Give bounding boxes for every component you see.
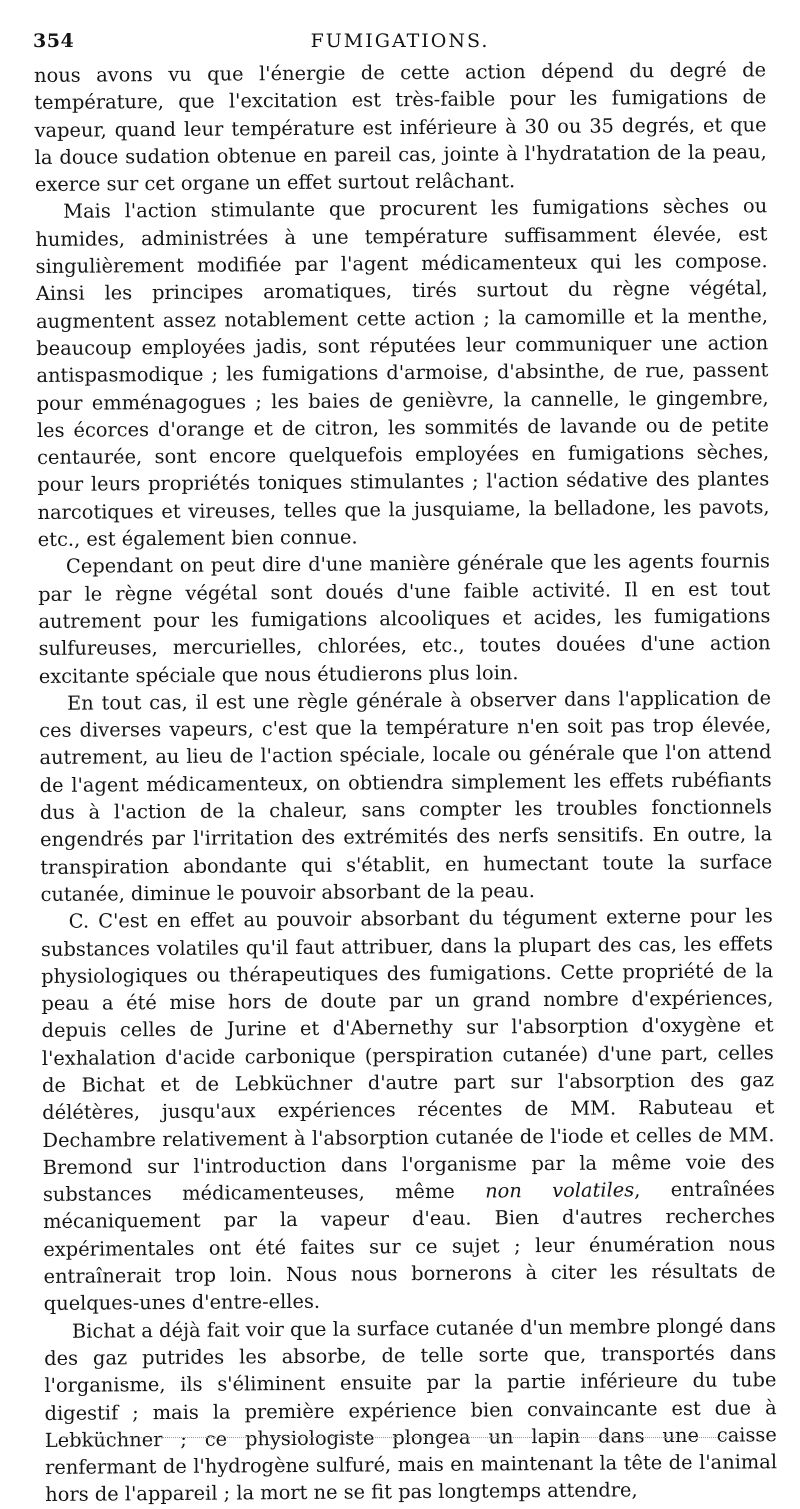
- paragraph-stimulating-action: Mais l'action stimulante que procurent les fumigations sèches ou humides, administrées à une température suffisamment élevée, est singulièrement modifiée par l'agent médicamenteux qui les compose. Ainsi les principes aromatiques, tirés surtout du règne végétal, augmentent assez notablement cette action ; la camomille et la menthe, beaucoup employées jadis, sont réputées leur communiquer une action antispasmodique ; les fumigations d'armoise, d'absinthe, de rue, passent pour emménagogues ; les baies de genièvre, la cannelle, le gingembre, les écorces d'orange et de citron, les sommités de lavande ou de petite centaurée, sont encore quelquefois employées en fumigations sèches, pour leurs propriétés toniques stimulantes ; l'action sédative des plantes narcotiques et vireuses, telles que la jusquiame, la belladone, les pavots, etc., est également bien connue.: [35, 194, 770, 552]
- page-number: 354: [33, 30, 75, 52]
- paragraph-absorbing-power-part-1: C. C'est en effet au pouvoir absorbant du tégument externe pour les substances volatiles qu'il faut attribuer, dans la plupart des cas, les effets physiologiques ou thérapeutiques des fumigations. Cette propriété de la peau a été mise hors de doute par un grand nombre d'expériences, depuis celles de Jurine et d'Abernethy sur l'absorption d'oxygène et l'exhalation d'acide carbonique (perspiration cutanée) d'une part, celles de Bichat et de Lebküchner d'autre part sur l'absorption des gaz délétères, jusqu'aux expériences récentes de MM. Rabuteau et Dechambre relativement à l'absorption cutanée de l'iode et celles de MM. Bremond sur l'introduction dans l'organisme par la même voie des substances médicamenteuses, même: [40, 904, 775, 1207]
- running-title: FUMIGATIONS.: [310, 30, 490, 52]
- paragraph-bichat-experiment: Bichat a déjà fait voir que la surface cutanée d'un membre plongé dans des gaz putrides les absorbe, de telle sorte que, transportés dans l'organisme, ils s'éliminent ensuite par la partie inférieure du tube digestif ; mais la première expérience bien convaincante est due à Lebküchner ; ce physiologiste plongea un lapin dans une caisse renfermant de l'hydrogène sulfuré, mais en maintenant la tête de l'animal hors de l'appareil ; la mort ne se fit pas longtemps attendre,: [44, 1313, 778, 1507]
- paragraph-absorbing-power-part-2: , entraînées mécaniquement par la vapeur d'eau. Bien d'autres recherches expérimentales ont été faites sur ce sujet ; leur énumération nous entraînerait trop loin. Nous nous bornerons à citer les résultats de quelques-unes d'entre-elles.: [43, 1177, 776, 1316]
- italic-term-non-volatiles: non volatiles: [485, 1178, 635, 1203]
- paragraph-vegetable-agents: Cependant on peut dire d'une manière générale que les agents fournis par le règne végétal sont doués d'une faible activité. Il en est tout autrement pour les fumigations alcooliques et acides, les fumigations sulfureuses, mercurielles, chlorées, etc., toutes douées d'une action excitante spéciale que nous étudierons plus loin.: [38, 549, 771, 688]
- paragraph-continuation: nous avons vu que l'énergie de cette action dépend du degré de température, que l'excitation est très-faible pour les fumigations de vapeur, quand leur température est inférieure à 30 ou 35 degrés, et que la douce sudation obtenue en pareil cas, jointe à l'hydratation de la peau, exerce sur cet organe un effet surtout relâchant.: [34, 58, 767, 197]
- paragraph-temperature-rule: En tout cas, il est une règle générale à observer dans l'application de ces diverses vapeurs, c'est que la température n'en soit pas trop élevée, autrement, au lieu de l'action spéciale, locale ou générale que l'on attend de l'agent médicamenteux, on obtiendra simplement les effets rubéfiants dus à l'action de la chaleur, sans compter les troubles fonctionnels engendrés par l'irritation des extrémités des nerfs sensitifs. En outre, la transpiration abondante qui s'établit, en humectant toute la surface cutanée, diminue le pouvoir absorbant de la peau.: [39, 686, 773, 906]
- paragraph-absorbing-power: [41, 902, 776, 1317]
- body-text: [34, 56, 777, 1508]
- footer-dotted-rule: [62, 1437, 742, 1438]
